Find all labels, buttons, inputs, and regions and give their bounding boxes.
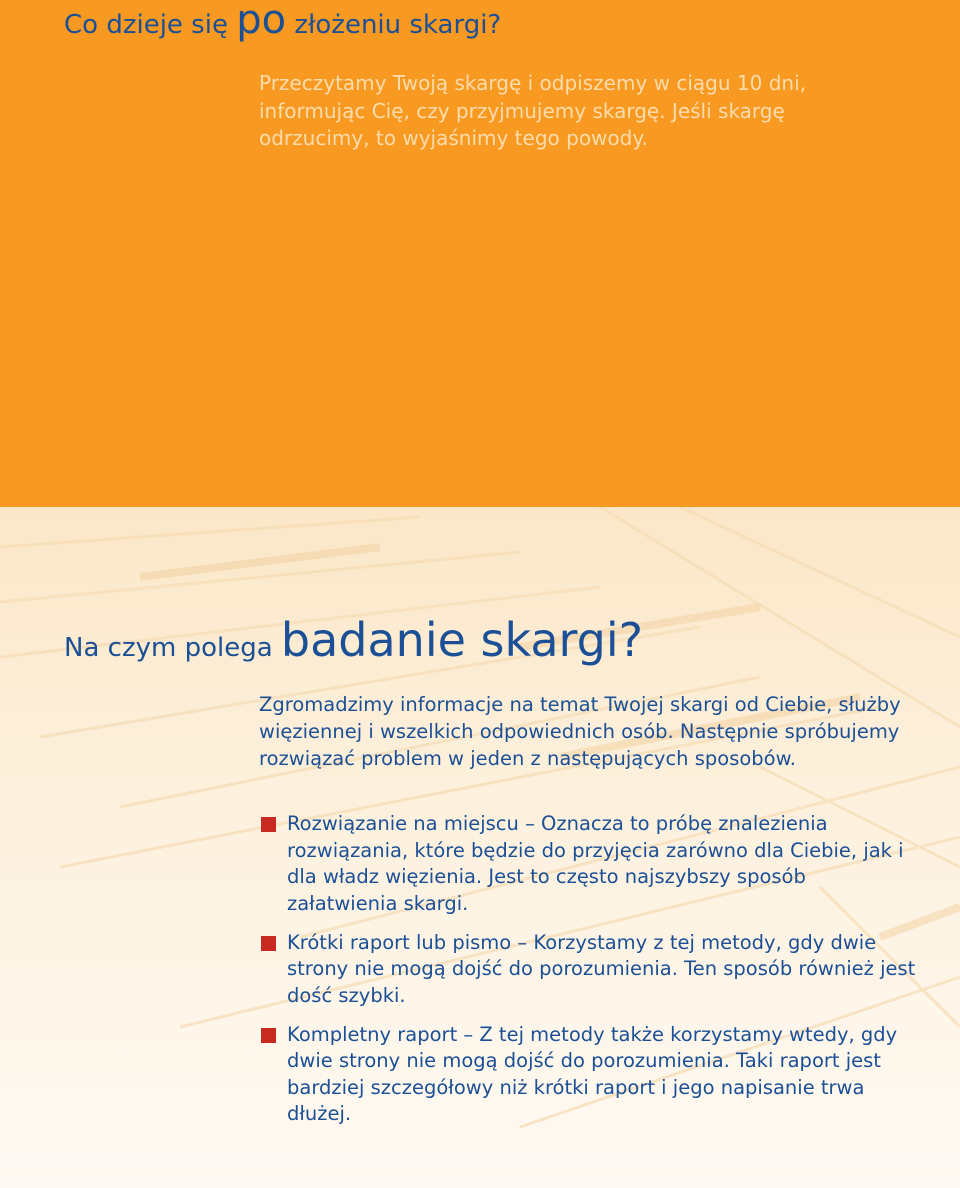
section1-heading-part1: Co dzieje się bbox=[64, 10, 237, 40]
list-item bbox=[259, 811, 919, 917]
section2-heading-part1: Na czym polega bbox=[64, 633, 281, 663]
methods-list bbox=[259, 811, 919, 1140]
list-item bbox=[259, 930, 919, 1010]
red-square-bullet-icon bbox=[261, 1028, 276, 1043]
list-item-text: Krótki raport lub pismo – Korzystamy z tej metody, gdy dwie strony nie mogą dojść do porozumienia. Ten sposób również jest dość szybki. bbox=[287, 930, 916, 1007]
section2-intro: Zgromadzimy informacje na temat Twojej skargi od Ciebie, służby więziennej i wszelkich odpowiednich osób. Następnie spróbujemy rozwiązać problem w jeden z następujących sposobów. bbox=[259, 693, 901, 770]
list-item-text: Kompletny raport – Z tej metody także korzystamy wtedy, gdy dwie strony nie mogą dojść do porozumienia. Taki raport jest bardziej szczegółowy niż krótki raport i jego napisanie trwa dłużej. bbox=[287, 1022, 898, 1125]
section1-heading-emphasis: po bbox=[236, 0, 287, 43]
section2-heading bbox=[64, 612, 643, 676]
list-item bbox=[259, 1022, 919, 1128]
section2-heading-emphasis: badanie skargi? bbox=[280, 613, 644, 667]
red-square-bullet-icon bbox=[261, 936, 276, 951]
section1-heading bbox=[64, 0, 501, 45]
section1-heading-part2: złożeniu skargi? bbox=[286, 10, 502, 40]
red-square-bullet-icon bbox=[261, 817, 276, 832]
orange-panel bbox=[0, 0, 960, 507]
list-item-text: Rozwiązanie na miejscu – Oznacza to próbę znalezienia rozwiązania, które będzie do przyjęcia zarówno dla Ciebie, jak i dla władz więzienia. Jest to często najszybszy sposób załatwienia skargi. bbox=[287, 812, 904, 915]
section1-body: Przeczytamy Twoją skargę i odpiszemy w ciągu 10 dni, informując Cię, czy przyjmujemy skargę. Jeśli skargę odrzucimy, to wyjaśnimy tego powody. bbox=[259, 71, 806, 150]
